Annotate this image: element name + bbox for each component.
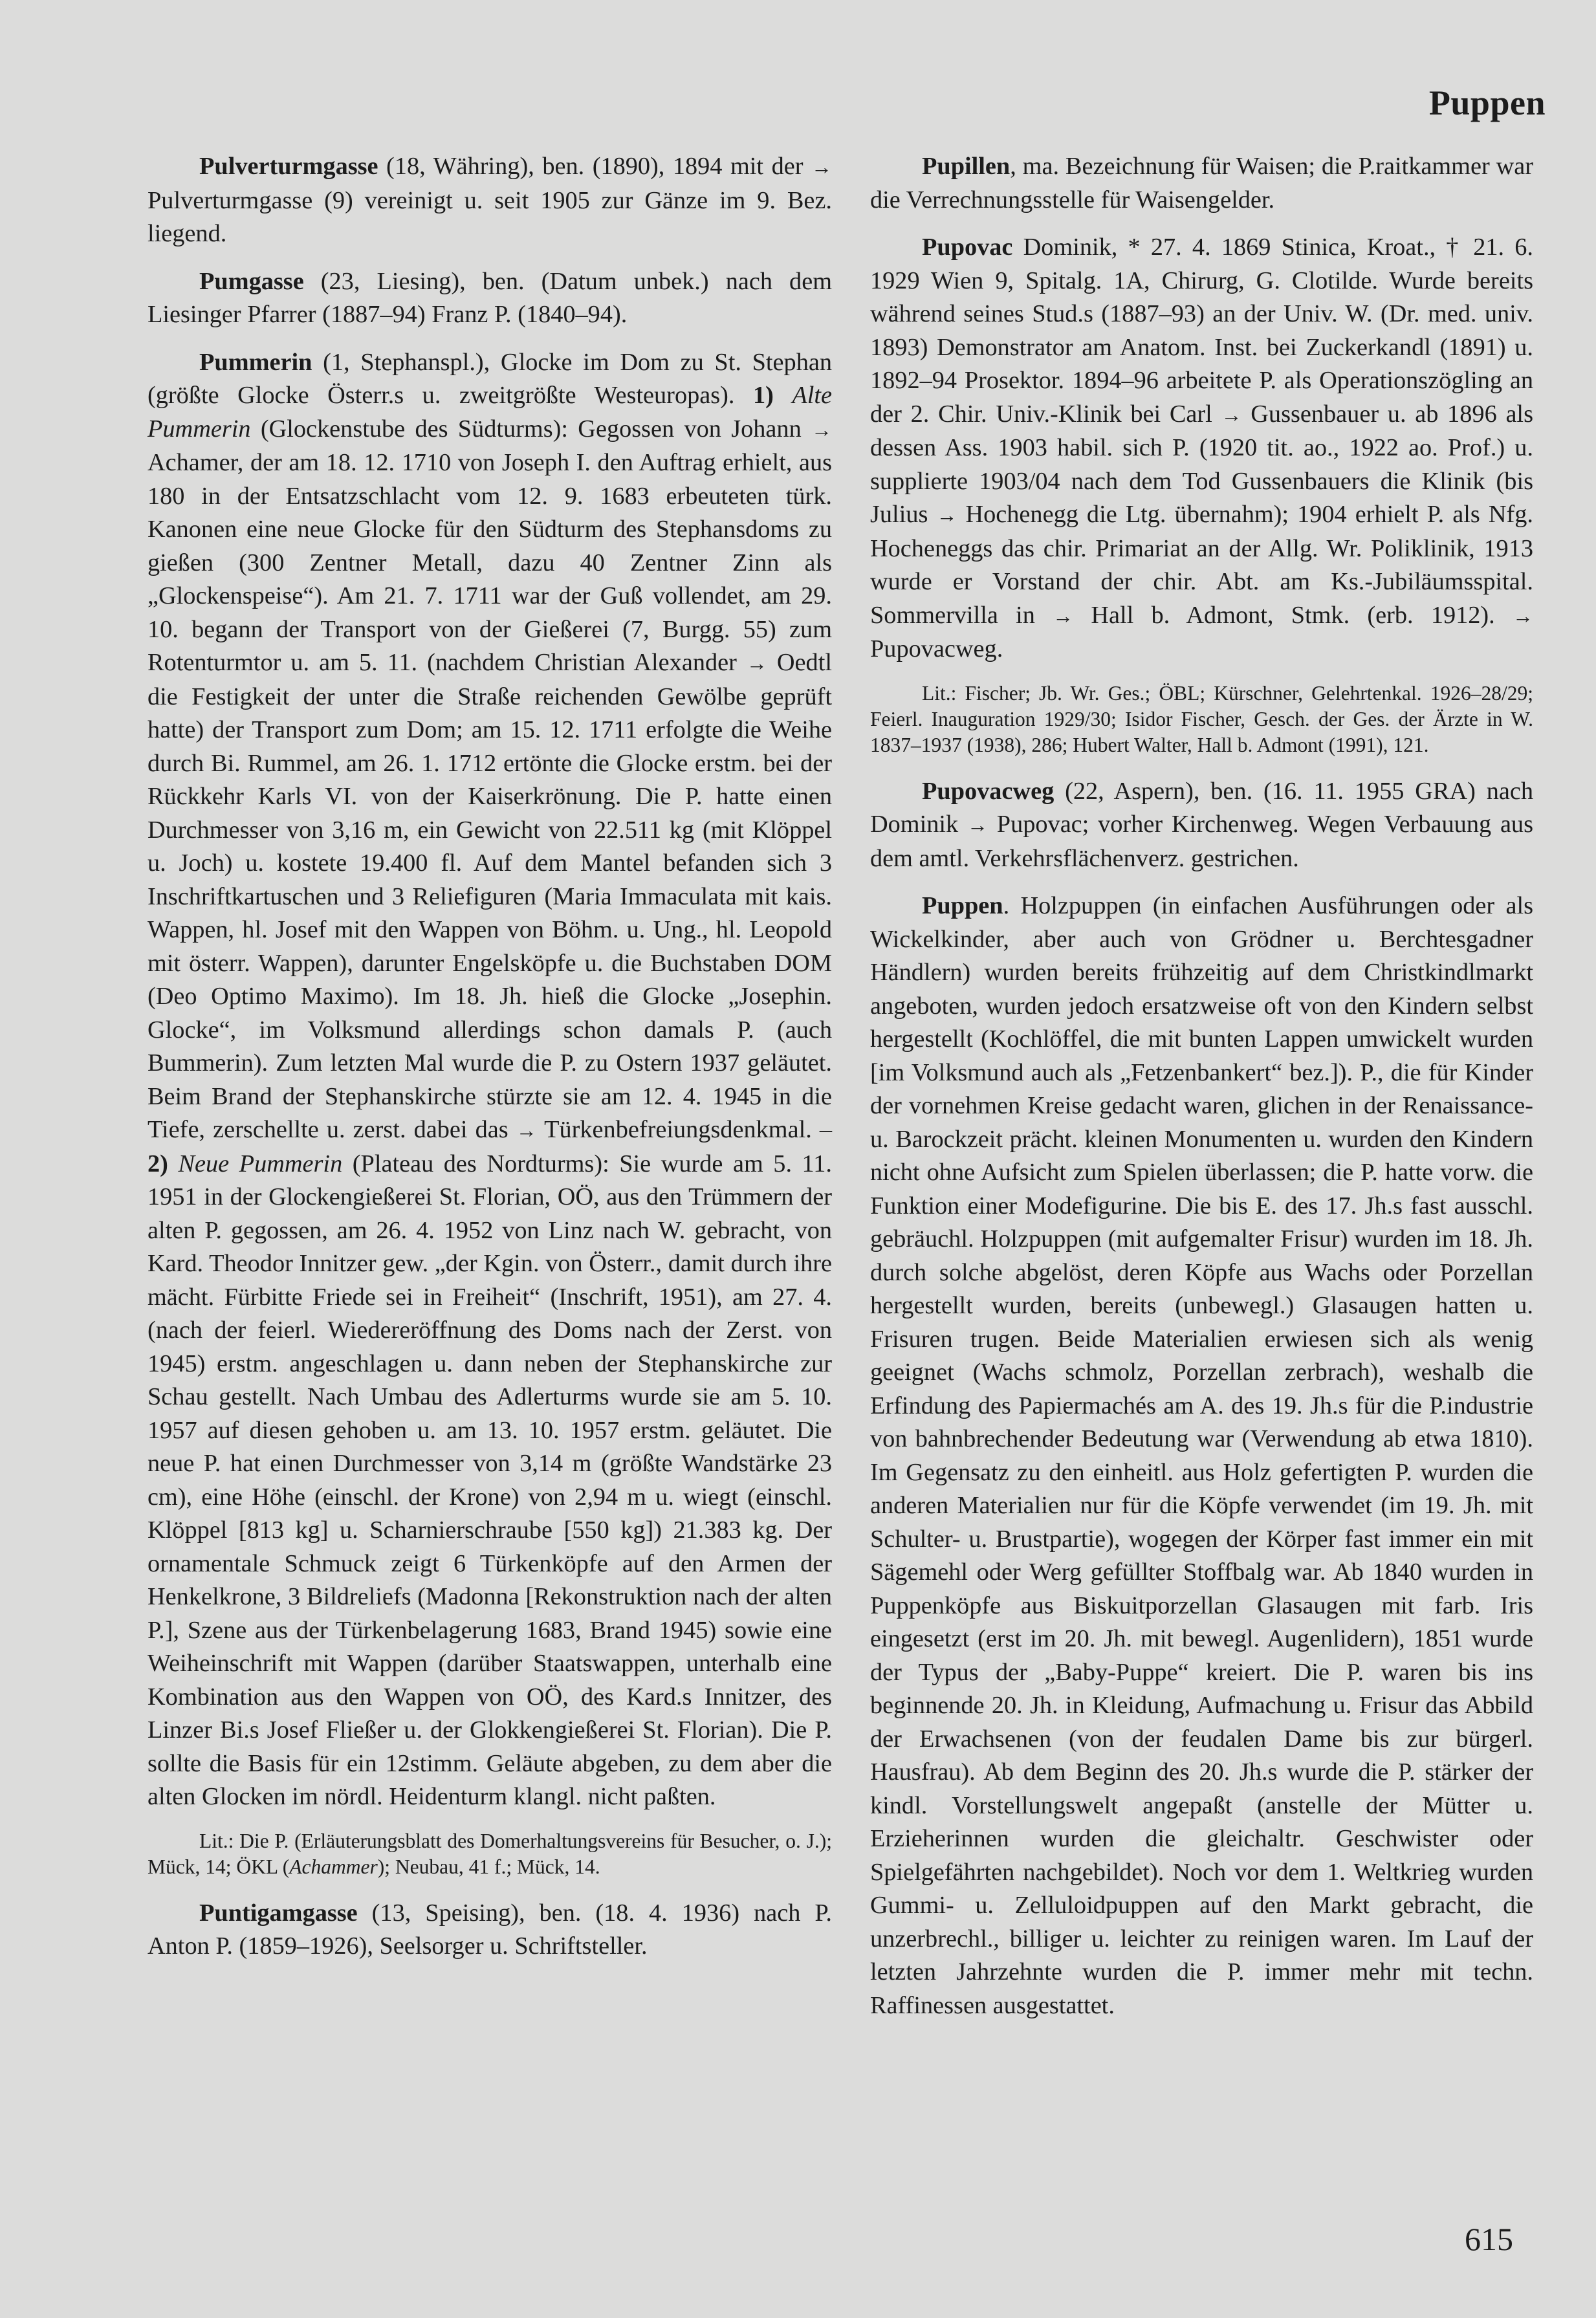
right-column (870, 150, 1533, 2037)
page-number: 615 (1465, 2221, 1513, 2257)
entry-headword: Puntigamgasse (199, 1899, 358, 1927)
lexicon-entry: Pulverturmgasse (18, Währing), ben. (1890), 1894 mit der → Pulverturmgasse (9) vereinigt u. seit 1905 zur Gänze im 9. Bez. liegend. (148, 153, 832, 247)
cross-reference-arrow: → (967, 813, 988, 836)
lexicon-entry: Pupovacweg (22, Aspern), ben. (16. 11. 1955 GRA) nach Dominik → Pupovac; vorher Kirchenweg. Wegen Verbauung aus dem amtl. Verkehrsflächenverz. gestrichen. (870, 777, 1533, 872)
page-header-title: Puppen (1428, 83, 1546, 122)
cross-reference-arrow: → (811, 155, 832, 179)
lexicon-entry: Pupovac Dominik, * 27. 4. 1869 Stinica, Kroat., † 21. 6. 1929 Wien 9, Spitalg. 1A, Chirurg, G. Clotilde. Wurde bereits während seines Stud.s (1887–93) an der Univ. W. (Dr. med. univ. 1893) Demonstrator am Anatom. Inst. bei Zuckerkandl (1891) u. 1892–94 Prosektor. 1894–96 arbeitete P. als Operationszögling an der 2. Chir. Univ.-Klinik bei Carl → Gussenbauer u. ab 1896 als dessen Ass. 1903 habil. sich P. (1920 tit. ao., 1922 ao. Prof.) u. supplierte 1903/04 nach dem Tod Gussenbauers die Klinik (bis Julius → Hochenegg die Ltg. übernahm); 1904 erhielt P. als Nfg. Hocheneggs das chir. Primariat an der Allg. Wr. Poliklinik, 1913 wurde er Vorstand der chir. Abt. am Ks.-Jubiläumsspital. Sommervilla in → Hall b. Admont, Stmk. (erb. 1912). → Pupovacweg. (870, 234, 1533, 662)
section-number: 2) (148, 1150, 168, 1177)
entry-headword: Pupovacweg (922, 777, 1055, 805)
entry-headword: Pupillen (922, 153, 1011, 180)
lexicon-entry: Puppen. Holzpuppen (in einfachen Ausführungen oder als Wickelkinder, aber auch von Grödner u. Berchtesgadner Händlern) wurden bereits frühzeitig auf dem Christkindlmarkt angeboten, wurden jedoch ersatzweise oft von den Kindern selbst hergestellt (Kochlöffel, die mit bunten Lappen umwickelt wurden [im Volksmund auch als „Fetzenbankert“ bez.]). P., die für Kinder der vornehmen Kreise gedacht waren, glichen in der Renaissance- u. Barockzeit prächt. kleinen Monumenten u. wurden den Kindern nicht ohne Aufsicht zum Spielen überlassen; die P. hatte vorw. die Funktion einer Modefigurine. Die bis E. des 17. Jh.s fast ausschl. gebräuchl. Holzpuppen (mit aufgemalter Frisur) wurden im 18. Jh. durch solche abgelöst, deren Köpfe aus Wachs oder Porzellan hergestellt wurden, bereits (unbewegl.) Glasaugen hatten u. Frisuren trugen. Beide Materialien erwiesen sich als wenig geeignet (Wachs schmolz, Porzellan zerbrach), weshalb die Erfindung des Papiermachés am A. des 19. Jh.s für die P.industrie von bahnbrechender Bedeutung war (Verwendung ab etwa 1810). Im Gegensatz zu den einheitl. aus Holz gefertigten P. wurden die anderen Materialien nur für die Köpfe verwendet (im 19. Jh. mit Schulter- u. Brustpartie), wogegen der Körper fast immer ein mit Sägemehl oder Werg gefüllter Stoffbalg war. Ab 1840 wurden in Puppenköpfe aus Biskuitporzellan Glasaugen mit farb. Iris eingesetzt (erst im 20. Jh. mit bewegl. Augenlidern), 1851 wurde der Typus der „Baby-Puppe“ kreiert. Die P. waren bis ins beginnende 20. Jh. in Kleidung, Aufmachung u. Frisur das Abbild der Erwachsenen (von der feudalen Dame bis zur bürgerl. Hausfrau). Ab dem Beginn des 20. Jh.s wurde die P. stärker der kindl. Vorstellungswelt angepaßt (anstelle der Mütter u. Erzieherinnen wurden die gleichaltr. Geschwister oder Spielgefährten nachgebildet). Noch vor dem 1. Weltkrieg wurden Gummi- u. Zelluloidpuppen auf den Markt gebracht, die unzerbrechl., billiger u. leichter zu reinigen waren. Im Lauf der letzten Jahrzehnte wurden die P. immer mehr mit techn. Raffinessen ausgestattet. (870, 892, 1533, 2019)
cross-reference-arrow: → (1053, 604, 1074, 628)
italic-term: Achammer (289, 1855, 378, 1878)
literature-note: Lit.: Fischer; Jb. Wr. Ges.; ÖBL; Kürschner, Gelehrtenkal. 1926–28/29; Feierl. Inauguration 1929/30; Isidor Fischer, Gesch. der Ges. der Ärzte in W. 1837–1937 (1938), 286; Hubert Walter, Hall b. Admont (1991), 121. (870, 681, 1533, 756)
lexicon-entry: Puntigamgasse (13, Speising), ben. (18. 4. 1936) nach P. Anton P. (1859–1926), Seelsorger u. Schriftsteller. (148, 1899, 832, 1960)
entry-headword: Pumgasse (199, 267, 304, 295)
cross-reference-arrow: → (516, 1119, 537, 1142)
entry-headword: Puppen (922, 892, 1003, 919)
section-number: 1) (752, 382, 774, 409)
entry-headword: Pummerin (199, 348, 312, 376)
literature-note: Lit.: Die P. (Erläuterungsblatt des Domerhaltungsvereins für Besucher, o. J.); Mück, 14; ÖKL (Achammer); Neubau, 41 f.; Mück, 14. (148, 1829, 832, 1878)
cross-reference-arrow: → (811, 417, 832, 441)
entry-headword: Pupovac (922, 234, 1013, 261)
cross-reference-arrow: → (746, 651, 767, 675)
lexicon-entry: Pummerin (1, Stephanspl.), Glocke im Dom zu St. Stephan (größte Glocke Österr.s u. zweitgrößte Westeuropas). 1) Alte Pummerin (Glockenstube des Südturms): Gegossen von Johann → Achamer, der am 18. 12. 1710 von Joseph I. den Auftrag erhielt, aus 180 in der Entsatzschlacht vom 12. 9. 1683 erbeuteten türk. Kanonen eine neue Glocke für den Südturm des Stephansdoms zu gießen (300 Zentner Metall, dazu 40 Zentner Zinn als „Glockenspeise“). Am 21. 7. 1711 war der Guß vollendet, am 29. 10. begann der Transport von der Gießerei (7, Burgg. 55) zum Rotenturmtor u. am 5. 11. (nachdem Christian Alexander → Oedtl die Festigkeit der unter die Straße reichenden Gewölbe geprüft hatte) der Transport zum Dom; am 15. 12. 1711 erfolgte die Weihe durch Bi. Rummel, am 26. 1. 1712 ertönte die Glocke erstm. bei der Rückkehr Karls VI. von der Kaiserkrönung. Die P. hatte einen Durchmesser von 3,16 m, ein Gewicht von 22.511 kg (mit Klöppel u. Joch) u. kostete 19.400 fl. Auf dem Mantel befanden sich 3 Inschriftkartuschen und 3 Reliefiguren (Maria Immaculata mit kais. Wappen, hl. Josef mit den Wappen von Böhm. u. Ung., hl. Leopold mit österr. Wappen), darunter Engelsköpfe u. die Buchstaben DOM (Deo Optimo Maximo). Im 18. Jh. hieß die Glocke „Josephin. Glocke“, im Volksmund allerdings schon damals P. (auch Bummerin). Zum letzten Mal wurde die P. zu Ostern 1937 geläutet. Beim Brand der Stephanskirche stürzte sie am 12. 4. 1945 in die Tiefe, zerschellte u. zerst. dabei das → Türkenbefreiungsdenkmal. – 2) Neue Pummerin (Plateau des Nordturms): Sie wurde am 5. 11. 1951 in der Glockengießerei St. Florian, OÖ, aus den Trümmern der alten P. gegossen, am 26. 4. 1952 von Linz nach W. gebracht, von Kard. Theodor Innitzer gew. „der Kgin. von Österr., damit durch ihre mächt. Fürbitte Friede sei in Freiheit“ (Inschrift, 1951), am 27. 4. (nach der feierl. Wiedereröffnung des Doms nach der Zerst. von 1945) erstm. angeschlagen u. dann neben der Stephanskirche zur Schau gestellt. Nach Umbau des Adlerturms wurde sie am 5. 10. 1957 auf diesen gehoben u. am 13. 10. 1957 erstm. geläutet. Die neue P. hat einen Durchmesser von 3,14 m (größte Wandstärke 23 cm), eine Höhe (einschl. der Krone) von 2,94 m u. wiegt (einschl. Klöppel [813 kg] u. Scharnierschraube [550 kg]) 21.383 kg. Der ornamentale Schmuck zeigt 6 Türkenköpfe auf den Armen der Henkelkrone, 3 Bildreliefs (Madonna [Rekonstruktion nach der alten P.], Szene aus der Türkenbelagerung 1683, Brand 1945) sowie eine Weiheinschrift mit Wappen (darüber Staatswappen, unterhalb eine Kombination aus den Wappen von OÖ, des Kard.s Innitzer, des Linzer Bi.s Josef Fließer u. der Glokkengießerei St. Florian). Die P. sollte die Basis für ein 12stimm. Geläute abgeben, zu dem aber die alten Glocken im nördl. Heidenturm klangl. nicht paßten. (148, 348, 833, 1810)
cross-reference-arrow: → (1221, 402, 1242, 426)
cross-reference-arrow: → (936, 503, 957, 527)
italic-term: Alte Pummerin (148, 382, 833, 443)
italic-term: Neue Pummerin (178, 1150, 343, 1177)
cross-reference-arrow: → (1513, 604, 1533, 628)
lexicon-entry: Pupillen, ma. Bezeichnung für Waisen; die P.raitkammer war die Verrechnungsstelle für Waisengelder. (870, 153, 1533, 213)
left-column (148, 150, 832, 1978)
lexicon-entry: Pumgasse (23, Liesing), ben. (Datum unbek.) nach dem Liesinger Pfarrer (1887–94) Franz P. (1840–94). (148, 267, 832, 328)
entry-headword: Pulverturmgasse (199, 153, 378, 180)
